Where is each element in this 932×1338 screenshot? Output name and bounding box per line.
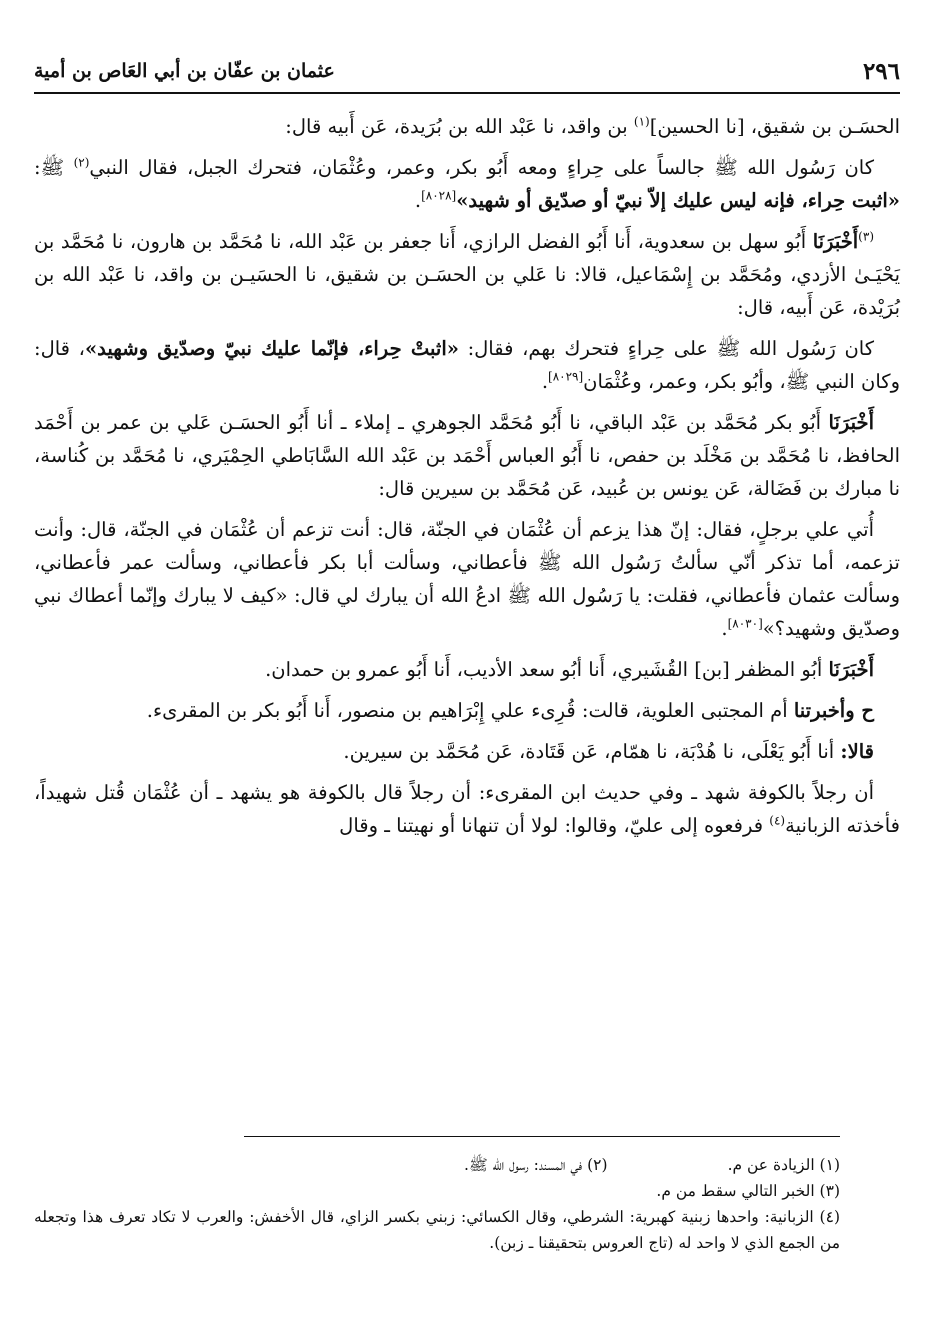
- text-run: أبُو المظفر [بن] القُشَيري، أَنا أبُو سعد الأديب، أَنا أَبُو عمرو بن حمدان.: [265, 658, 829, 681]
- paragraph: [34, 151, 900, 217]
- footnote-2: (٢) في المسند: رسول الله ﷺ.: [464, 1156, 608, 1174]
- bold-text: أَخْبَرَنَا: [812, 230, 859, 253]
- paragraph: [34, 776, 900, 842]
- paragraph: [34, 735, 900, 768]
- text-run: أم المجتبى العلوية، قالت: قُرِىء علي إِبْرَاهيم بن منصور، أَنا أَبُو بكر بن المقرىء.: [146, 699, 794, 722]
- reference-marker: [٨٠٢٨]: [421, 188, 457, 203]
- text-run: أُتي علي برجلٍ، فقال: إنّ هذا يزعم أن عُثْمَان في الجنّة، قال: أنت تزعم أن عُثْمَان في الجنّة، قال: وأنت تزعمه، أما تذكر أنّي سألتُ رَسُول الله ﷺ فأعطاني، وسألت أبا بكر فأعطاني، وسألت عمر فأعطاني، وسألت عثمان فأعطاني، فقلت: يا رَسُول الله ﷺ ادعُ الله أن يبارك لي قال: «كيف لا يبارك وإنّما أعطاك نبي وصدّيق وشهيد؟»: [34, 518, 900, 640]
- bold-text: أَخْبَرَنَا: [828, 658, 874, 681]
- text-run: أنا أَبُو يَعْلَى، نا هُدْبَة، نا همّام، عَن قَتَادة، عَن مُحَمَّد بن سيرين.: [343, 740, 841, 763]
- bold-text: قالا:: [840, 740, 874, 763]
- paragraph: [34, 694, 900, 727]
- text-run: .: [721, 617, 728, 640]
- text-run: .: [541, 370, 549, 393]
- paragraph: [34, 110, 900, 143]
- reference-marker: [٨٠٢٩]: [548, 369, 584, 384]
- text-run: بن واقد، نا عَبْد الله بن بُرَيدة، عَن أَبيه قال:: [285, 115, 634, 138]
- reference-marker: (٢): [73, 155, 90, 170]
- text-run: أَبُو سهل بن سعدوية، أَنا أَبُو الفضل الرازي، أَنا جعفر بن عَبْد الله، نا مُحَمَّد بن هارون، نا مُحَمَّد بن يَحْيَـىٰ الأزدي، ومُحَمَّد بن إِسْمَاعيل، قالا: نا عَلي بن الحسَـن بن شقيق، نا الحسَيـن بن واقد، نا عَبْد الله بن بُرَيْدة، عَن أَبيه، قال:: [34, 230, 900, 319]
- text-run: ﷺ:: [34, 156, 74, 179]
- page-number: ٢٩٦: [862, 58, 900, 85]
- running-title: عثمان بن عفّان بن أبي العَاص بن أمية: [34, 60, 335, 82]
- text-run: كان رَسُول الله ﷺ على حِراءٍ فتحرك بهم، فقال:: [458, 337, 874, 360]
- reference-marker: (٣): [858, 229, 874, 244]
- bold-text: أَخْبَرَنَا: [828, 411, 874, 434]
- text-run: .: [414, 189, 422, 212]
- paragraph: [34, 653, 900, 686]
- page-header: [34, 58, 900, 94]
- reference-marker: (١): [633, 114, 650, 129]
- text-run: أَبُو بكر مُحَمَّد بن عَبْد الباقي، نا أَبُو مُحَمَّد الجوهري ـ إملاء ـ أنا أَبُو الحسَـن عَلي بن عمر بن أَحْمَد الحافظ، نا مُحَمَّد بن مَخْلَد بن حفص، نا أَبُو العباس أَحْمَد بن عَبْد الله السَّابَاطي الحِمْيَري، نا مُحَمَّد بن كُناسة، نا مبارك بن فَضَالة، عَن يونس بن عُبيد، عَن مُحَمَّد بن سيرين قال:: [34, 411, 900, 500]
- bold-text: «اثبت حِراء، فإنه ليس عليك إلاّ نبيّ أو صدّيق أو شهيد»: [456, 189, 900, 212]
- text-run: ، قال: وكان النبي ﷺ، وأبُو بكر، وعمر، وعُثْمَان: [34, 337, 900, 393]
- text-run: أن رجلاً بالكوفة شهد ـ وفي حديث ابن المقرىء: أن رجلاً قال بالكوفة هو يشهد ـ أن عُثْمَان قُتل شهيداً، فأخذته الزبانية: [34, 781, 900, 837]
- text-run: الحسَـن بن شقيق، [نا الحسين]: [649, 115, 900, 138]
- paragraph: [34, 332, 900, 398]
- text-run: كان رَسُول الله ﷺ جالساً على حِراءٍ ومعه أَبُو بكر، وعمر، وعُثْمَان، فتحرك الجبل، فقال النبي: [89, 156, 874, 179]
- text-run: فرفعوه إلى عليّ، وقالوا: لولا أن تنهانا أو نهيتنا ـ وقال: [339, 814, 770, 837]
- footnote-3: (٣) الخبر التالي سقط من م.: [656, 1182, 840, 1200]
- footnote-1: (١) الزيادة عن م.: [727, 1156, 840, 1174]
- reference-marker: [٨٠٣٠]: [727, 616, 763, 631]
- paragraph: [34, 513, 900, 645]
- paragraph: [34, 225, 900, 324]
- footnote-4: (٤) الزبانية: واحدها زبنية كهبرية: الشرطي، وقال الكسائي: زبني بكسر الزاي، قال الأخفش: والعرب لا تكاد تعرف هذا وتجعله من الجمع الذي لا واحد له (تاج العروس بتحقيقنا ـ زبن).: [34, 1208, 840, 1252]
- paragraph: [34, 406, 900, 505]
- reference-marker: (٤): [769, 813, 786, 828]
- bold-text: «اثبتْ حِراء، فإنّما عليك نبيّ وصدّيق وشهيد»: [84, 337, 459, 360]
- footnotes: [34, 1136, 840, 1256]
- body-text: [34, 110, 900, 850]
- bold-text: ح وأخبرتنا: [793, 699, 874, 722]
- footnote-rule: [244, 1136, 840, 1137]
